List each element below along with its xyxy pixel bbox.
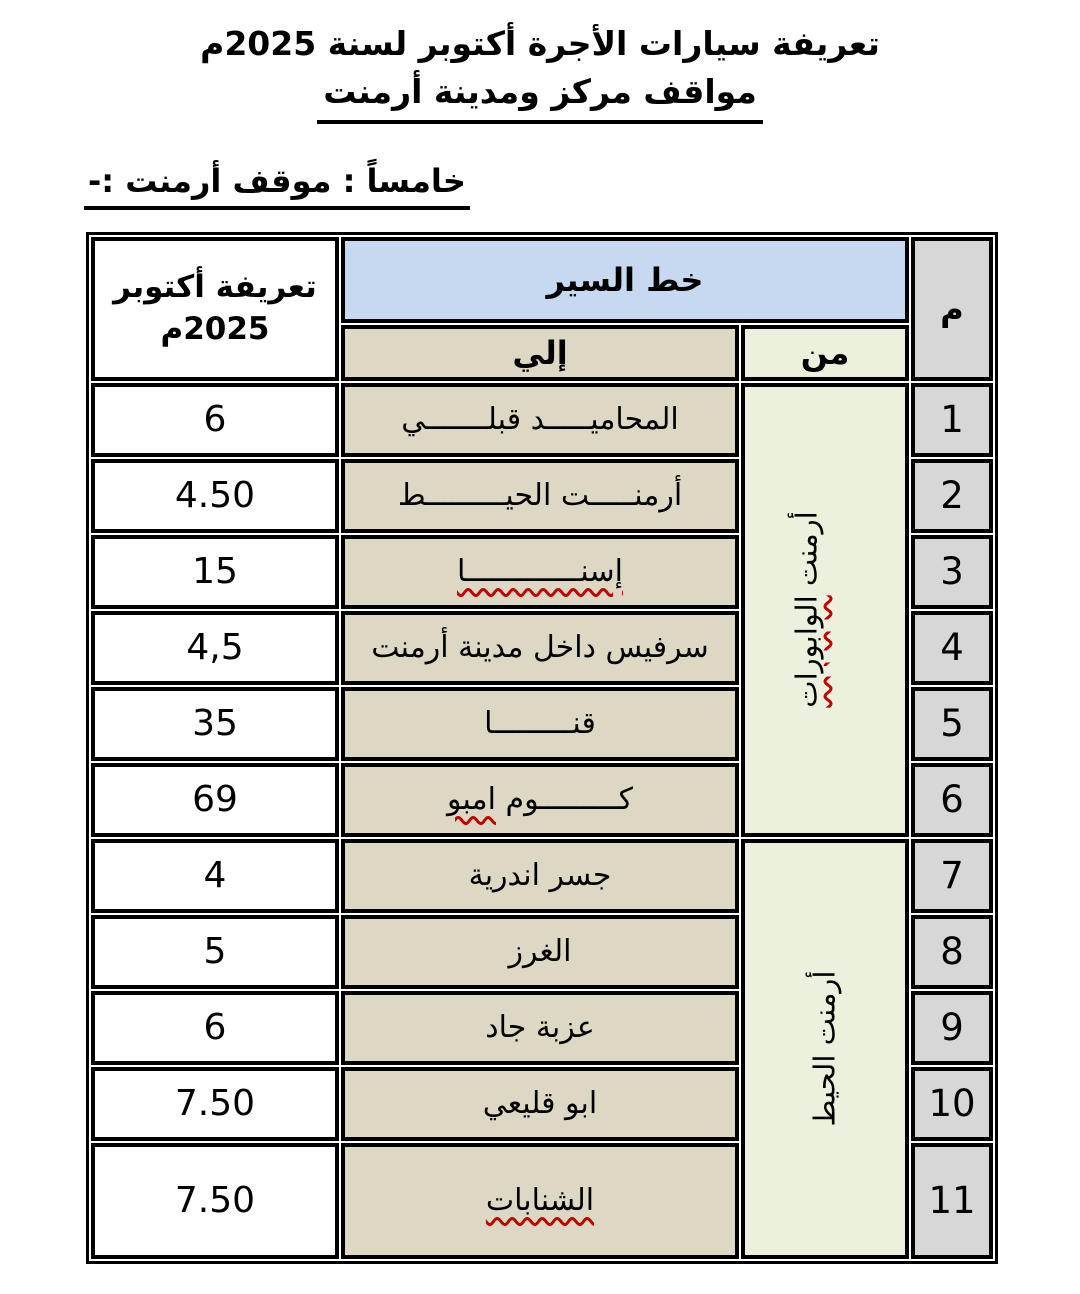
destination-plain: كـــــــــوم — [495, 782, 633, 818]
cell-number — [911, 839, 993, 913]
cell-number — [911, 1143, 993, 1259]
cell-destination — [341, 991, 739, 1065]
section-heading: خامساً : موقف أرمنت :- — [84, 162, 470, 210]
cell-number — [911, 535, 993, 609]
header-to-label: إلي — [512, 333, 568, 372]
cell-tariff — [91, 839, 339, 913]
origin-group-1-text — [789, 511, 824, 708]
destination-plain: الغرز — [508, 934, 572, 970]
destination-wavy: إسنـــــــــــــا — [457, 554, 623, 590]
cell-number — [911, 459, 993, 533]
cell-tariff — [91, 1143, 339, 1259]
header-cell-from — [741, 325, 909, 381]
destination-plain: أرمنـــــت الحيـــــــــط — [397, 478, 683, 514]
row-number: 4 — [940, 626, 964, 670]
cell-number — [911, 687, 993, 761]
cell-tariff — [91, 459, 339, 533]
cell-tariff — [91, 535, 339, 609]
tariff-value: 7.50 — [174, 1083, 256, 1125]
destination-plain: سرفيس داخل مدينة أرمنت — [371, 630, 709, 666]
row-number: 9 — [940, 1006, 964, 1050]
tariff-value: 4 — [203, 855, 227, 897]
cell-destination — [341, 535, 739, 609]
row-number: 10 — [928, 1082, 976, 1126]
row-number: 5 — [940, 702, 964, 746]
table-row — [91, 383, 993, 457]
row-number: 3 — [940, 550, 964, 594]
header-from-label: من — [800, 333, 850, 372]
destination-plain: ابو قليعي — [482, 1086, 598, 1122]
destination-plain: عزبة جاد — [485, 1010, 595, 1046]
tariff-value: 6 — [203, 399, 227, 441]
document-title-block — [0, 20, 1080, 124]
destination-text — [398, 478, 682, 513]
header-cell-tariff — [91, 237, 339, 381]
cell-tariff — [91, 1067, 339, 1141]
cell-tariff — [91, 915, 339, 989]
header-cell-to — [341, 325, 739, 381]
row-number: 8 — [940, 930, 964, 974]
destination-text — [484, 706, 596, 741]
cell-tariff — [91, 687, 339, 761]
destination-text — [371, 630, 709, 665]
cell-destination — [341, 459, 739, 533]
cell-destination — [341, 1067, 739, 1141]
origin-plain: أرمنت — [789, 511, 824, 596]
destination-text — [457, 554, 623, 589]
destination-text — [508, 934, 571, 969]
cell-number — [911, 763, 993, 837]
cell-number — [911, 915, 993, 989]
tariff-value: 4,5 — [186, 627, 244, 669]
cell-number — [911, 611, 993, 685]
cell-tariff — [91, 383, 339, 457]
header-tariff-line-1: تعريفة أكتوبر — [113, 268, 317, 305]
title-line-2-text: مواقف مركز ومدينة أرمنت — [317, 68, 763, 124]
row-number: 11 — [928, 1179, 976, 1223]
row-number: 7 — [940, 854, 964, 898]
cell-destination — [341, 383, 739, 457]
destination-text — [486, 1183, 594, 1218]
header-route-label: خط السير — [546, 260, 704, 299]
tariff-value: 6 — [203, 1007, 227, 1049]
header-cell-number — [911, 237, 993, 381]
row-number: 1 — [940, 398, 964, 442]
cell-destination — [341, 687, 739, 761]
cell-number — [911, 1067, 993, 1141]
cell-tariff — [91, 991, 339, 1065]
tariff-value: 15 — [192, 551, 238, 593]
tariff-value: 5 — [203, 931, 227, 973]
destination-wavy: الشنابات — [485, 1183, 595, 1219]
destination-text — [485, 1010, 594, 1045]
row-number: 6 — [940, 778, 964, 822]
destination-wavy: امبو — [447, 782, 496, 818]
tariff-value: 4.50 — [174, 475, 256, 517]
tariff-value: 7.50 — [174, 1180, 256, 1222]
tariff-value: 35 — [192, 703, 238, 745]
cell-number — [911, 383, 993, 457]
destination-plain: المحاميـــــد قبلـــــــي — [401, 402, 679, 438]
cell-destination — [341, 611, 739, 685]
cell-destination — [341, 915, 739, 989]
destination-text — [401, 402, 679, 437]
cell-number — [911, 991, 993, 1065]
origin-plain: أرمنت الحيط — [807, 970, 842, 1127]
cell-origin-group-2 — [741, 839, 909, 1259]
destination-text — [469, 858, 612, 893]
tariff-table-wrapper — [86, 232, 998, 1264]
header-number-label: م — [940, 289, 964, 328]
cell-destination — [341, 1143, 739, 1259]
table-row — [91, 839, 993, 913]
cell-origin-group-1 — [741, 383, 909, 837]
cell-destination — [341, 763, 739, 837]
header-tariff-line-2: 2025م — [160, 310, 270, 347]
destination-plain: قنـــــــــا — [484, 706, 596, 742]
destination-plain: جسر اندرية — [468, 858, 612, 894]
origin-group-2-text — [807, 970, 842, 1127]
destination-text — [483, 1086, 598, 1121]
header-row-1 — [91, 237, 993, 323]
tariff-value: 69 — [192, 779, 238, 821]
cell-destination — [341, 839, 739, 913]
title-line-1: تعريفة سيارات الأجرة أكتوبر لسنة 2025م — [200, 24, 880, 63]
title-line-2 — [0, 68, 1080, 124]
tariff-table — [86, 232, 998, 1264]
row-number: 2 — [940, 474, 964, 518]
destination-text — [447, 782, 633, 817]
origin-wavy: الوابورات — [789, 595, 824, 708]
header-cell-route — [341, 237, 909, 323]
section-heading-row — [0, 162, 1080, 210]
cell-tariff — [91, 763, 339, 837]
cell-tariff — [91, 611, 339, 685]
